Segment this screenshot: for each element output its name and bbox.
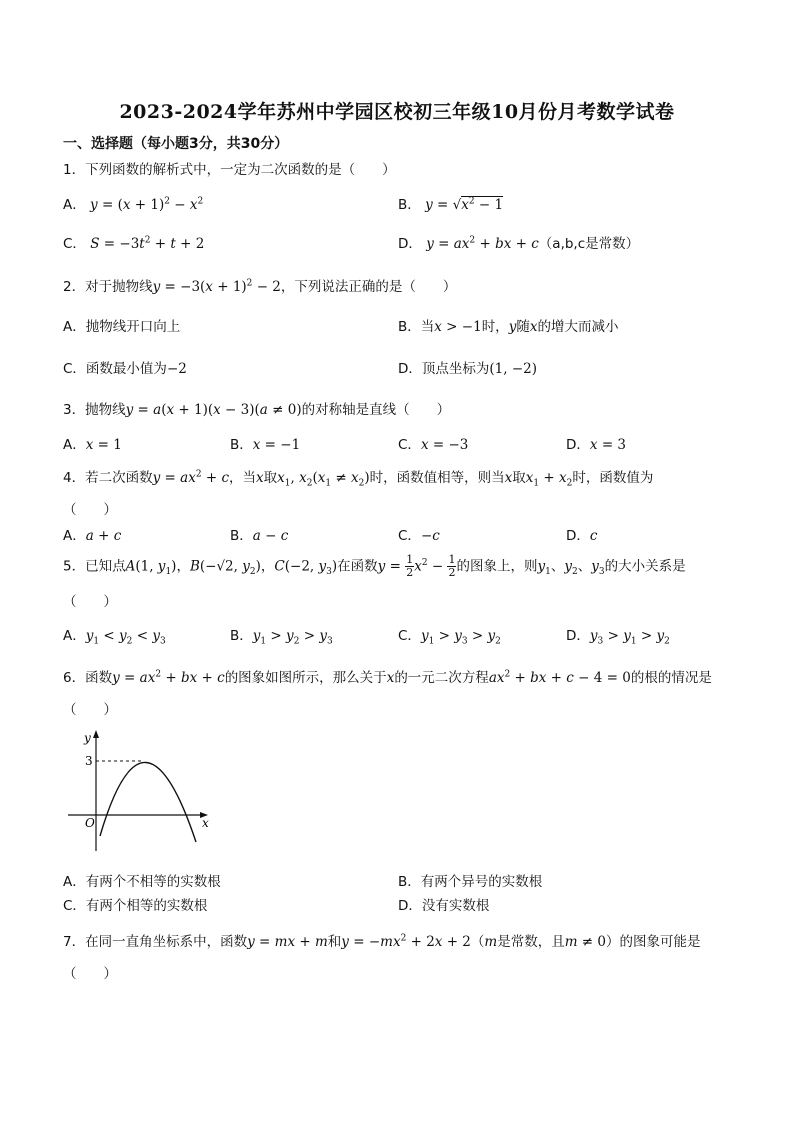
q2-option-b: B．当x > −1时，y随x的增大而减小 — [398, 319, 619, 335]
q5-option-a: A．$y_1 < y_2 < y_3$ — [63, 628, 166, 647]
q6-parabola-graph — [64, 726, 224, 856]
q3-stem: 3．抛物线y = a(x + 1)(x − 3)(a ≠ 0)的对称轴是直线（ ） — [63, 402, 451, 418]
q6-stem: 6．函数$y = ax^2$ + bx + c的图象如图所示，那么关于x的一元二次方程$ax^2$ + bx + c − 4 = 0的根的情况是 — [63, 669, 712, 686]
q1-option-d: D． $y = ax^2$ + bx + c（a,b,c是常数） — [398, 235, 640, 252]
q2-option-c: C．函数最小值为−2 — [63, 361, 187, 377]
q3-option-b: B．x = −1 — [230, 437, 301, 453]
x-axis-label: x — [202, 816, 209, 830]
q6-option-c: C．有两个相等的实数根 — [63, 898, 208, 914]
tick-label-3: 3 — [85, 754, 93, 768]
q3-option-a: A．x = 1 — [63, 437, 122, 453]
q1-option-a: A． $y = (x + 1)^2 - x^2$ — [63, 196, 204, 213]
q5-option-c: C．$y_1 > y_3 > y_2$ — [398, 628, 501, 647]
q2-stem: 2．对于抛物线$y = -3(x + 1)^2 - 2$，下列说法正确的是（ ） — [63, 278, 457, 295]
q3-option-d: D．x = 3 — [566, 437, 627, 453]
origin-label: O — [85, 816, 95, 830]
section-heading: 一、选择题（每小题3分，共30分） — [63, 136, 289, 152]
q1-option-c: C． $S = -3t^2 + t + 2$ — [63, 235, 205, 252]
y-axis-label: y — [84, 731, 91, 745]
q3-option-c: C．x = −3 — [398, 437, 469, 453]
q1-option-b: B． $y = √x^2 - 1$ — [398, 196, 504, 213]
q4-option-d: D．c — [566, 528, 598, 544]
q4-paren: （ ） — [63, 502, 117, 518]
q5-option-b: B．$y_1 > y_2 > y_3$ — [230, 628, 333, 647]
q5-option-d: D．$y_3 > y_1 > y_2$ — [566, 628, 670, 647]
q7-paren: （ ） — [63, 966, 117, 982]
q5-paren: （ ） — [63, 594, 117, 610]
q5-stem: 5．已知点A(1, $y_1$)，B(−√2, $y_2$)，C(−2, $y_3$)在函数y = $\frac{1}{2}$ $x^2$ − $\frac{1}{2}$ 的图象上，则$y_1$、$y_2$、$y_3$的大小关系是 — [63, 553, 686, 579]
page-title: 2023-2024学年苏州中学园区校初三年级10月份月考数学试卷 — [119, 101, 675, 123]
q2-option-d: D．顶点坐标为(1, −2) — [398, 361, 538, 377]
q6-option-d: D．没有实数根 — [398, 898, 490, 914]
q2-option-a: A．抛物线开口向上 — [63, 319, 181, 335]
parabola-curve — [100, 762, 196, 842]
q4-stem: 4．若二次函数$y = ax^2 + c$，当x取$x_1$, $x_2(x_1 \ne x_2)$时，函数值相等，则当x取$x_1 + x_2$时，函数值为 — [63, 469, 654, 489]
q7-stem: 7．在同一直角坐标系中，函数y = mx + m和$y = -mx^2 + 2x + 2(m$是常数，且m ≠ 0）的图象可能是 — [63, 933, 701, 950]
q6-paren: （ ） — [63, 702, 117, 718]
q1-stem: 1．下列函数的解析式中，一定为二次函数的是（ ） — [63, 162, 396, 178]
y-axis-arrow-icon — [93, 730, 99, 738]
q4-option-a: A．a + c — [63, 528, 122, 544]
q6-option-a: A．有两个不相等的实数根 — [63, 874, 221, 890]
q4-option-c: C．−c — [398, 528, 440, 544]
q4-option-b: B．a − c — [230, 528, 289, 544]
q6-option-b: B．有两个异号的实数根 — [398, 874, 543, 890]
